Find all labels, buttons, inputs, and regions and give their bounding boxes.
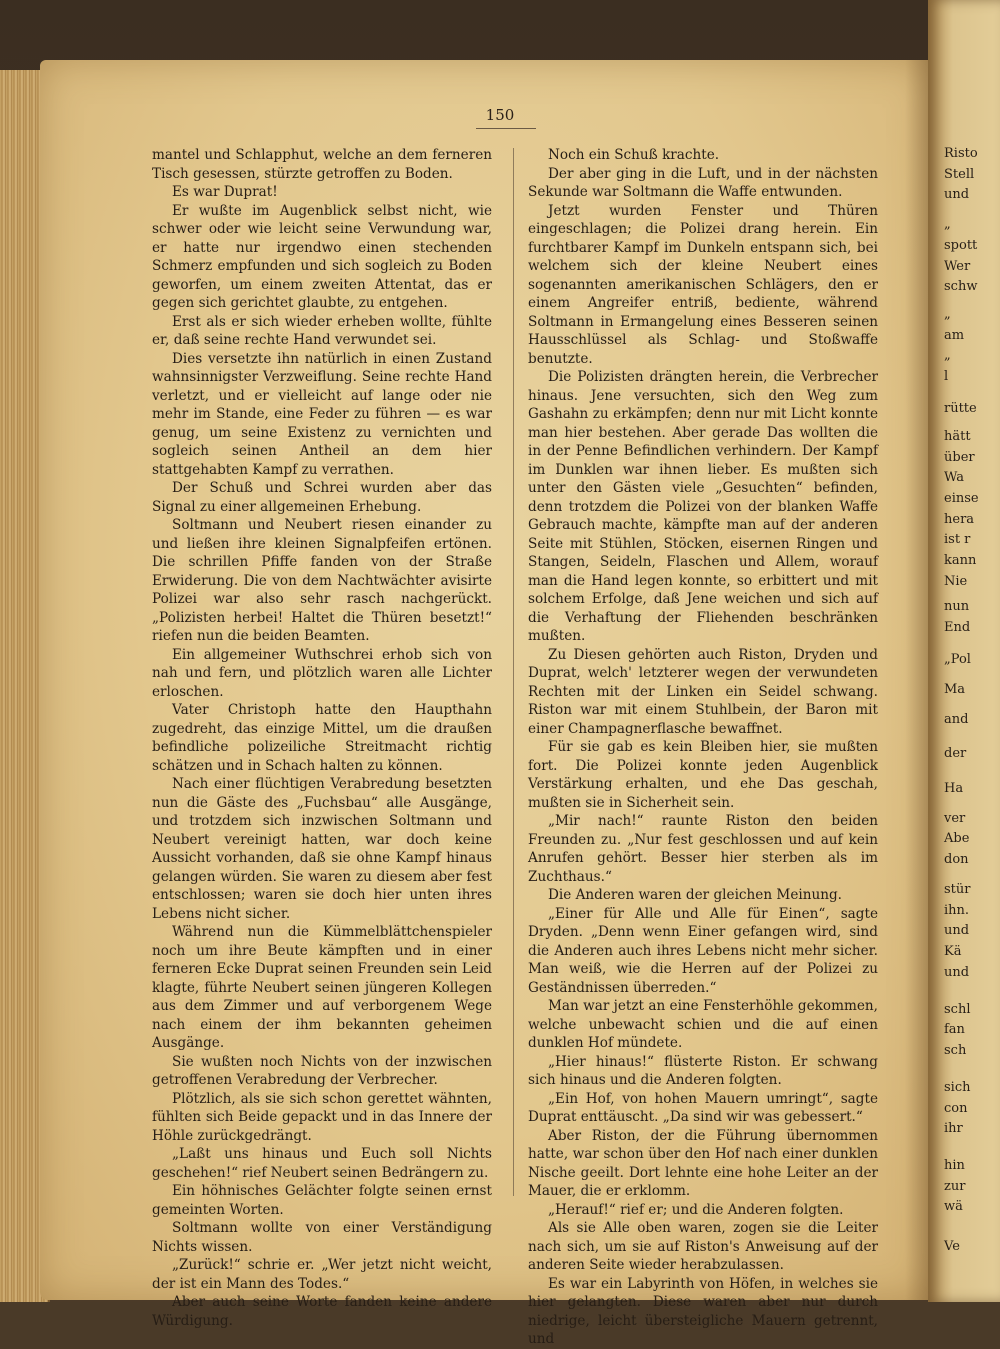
paragraph: Nach einer flüchtigen Verabredung besetzten nun die Gäste des „Fuchsbau“ alle Ausgänge, und trotzdem sich inzwischen Soltmann und Neubert vereinigt hatten, war doch keine Aussicht vorhanden, daß sie ohne Kampf hinaus gelangen würden. Sie waren zu diesem aber fest entschlossen; waren sie doch hier unten ihres Lebens nicht sicher. xyxy=(152,776,492,922)
margin-fragment: schw xyxy=(944,279,978,295)
margin-fragment: Ma xyxy=(944,681,966,697)
paragraph: Vater Christoph hatte den Haupthahn zugedreht, das einzige Mittel, um die draußen befindliche polizeiliche Streitmacht richtig schätzen und in Schach halten zu können. xyxy=(152,702,492,774)
margin-fragment: zur xyxy=(944,1178,966,1194)
margin-fragment: Stell xyxy=(944,166,975,182)
right-text-column xyxy=(528,146,878,1349)
margin-fragment: and xyxy=(944,711,969,727)
paragraph: Ein allgemeiner Wuthschrei erhob sich von nah und fern, und plötzlich waren alle Lichter erloschen. xyxy=(152,646,492,700)
paragraph: Soltmann und Neubert riesen einander zu und ließen ihre kleinen Signalpfeifen ertönen. Die schrillen Pfiffe fanden von der Straße Erwiderung. Die von dem Nachtwächter avisirte Polizei war also sehr rasch nachgerückt. „Polizisten herbei! Haltet die Thüren besetzt!“ riefen nun die beiden Beamten. xyxy=(152,517,492,644)
paragraph: Aber auch seine Worte fanden keine andere Würdigung. xyxy=(152,1294,492,1329)
margin-fragment: rütte xyxy=(944,401,977,417)
paragraph: Für sie gab es kein Bleiben hier, sie mußten fort. Die Polizei konnte jeden Augenblick Verstärkung erhalten, und ehe Das geschah, mußten sie in Sicherheit sein. xyxy=(528,739,878,811)
margin-fragment: und xyxy=(944,964,970,980)
margin-fragment: l xyxy=(944,369,949,385)
margin-fragment: ihr xyxy=(944,1121,963,1137)
paragraph: Zu Diesen gehörten auch Riston, Dryden und Duprat, welch' letzterer wegen der verwundeten Rechten mit der Linken ein Seidel schwang. Riston war mit einem Stuhlbein, der Baron mit einer Champagnerflasche bewaffnet. xyxy=(528,646,878,737)
margin-fragment: nun xyxy=(944,599,970,615)
margin-fragment: hera xyxy=(944,511,975,527)
paragraph: Die Anderen waren der gleichen Meinung. xyxy=(548,887,843,903)
paragraph: Der Schuß und Schrei wurden aber das Signal zu einer allgemeinen Erhebung. xyxy=(152,480,492,515)
margin-fragment: Wer xyxy=(944,258,971,274)
margin-fragment: wä xyxy=(944,1199,963,1215)
paragraph: Er wußte im Augenblick selbst nicht, wie schwer oder wie leicht seine Verwundung war, er hatte nur irgendwo einen stechenden Schmerz empfunden und sich sogleich zu Boden geworfen, um einem zweiten Attentat, das er gegen sich gerichtet glaubte, zu entgehen. xyxy=(152,202,492,311)
margin-fragment: kann xyxy=(944,553,977,569)
margin-fragment: und xyxy=(944,923,970,939)
header-rule xyxy=(476,128,536,129)
paragraph: „Zurück!“ schrie er. „Wer jetzt nicht weicht, der ist ein Mann des Todes.“ xyxy=(152,1257,492,1292)
paragraph: Es war Duprat! xyxy=(172,184,278,200)
column-divider xyxy=(513,148,514,1196)
margin-fragment: sich xyxy=(944,1079,971,1095)
margin-fragment: „ xyxy=(944,217,951,233)
margin-fragment: spott xyxy=(944,238,978,253)
paragraph: Man war jetzt an eine Fensterhöhle gekommen, welche unbewacht schien und die auf einen dunklen Hof mündete. xyxy=(528,998,878,1051)
margin-fragment: Abe xyxy=(944,831,970,847)
paragraph: Soltmann wollte von einer Verständigung Nichts wissen. xyxy=(152,1220,492,1255)
margin-fragment: Ha xyxy=(944,780,964,796)
paragraph: „Herauf!“ rief er; und die Anderen folgten. xyxy=(548,1201,844,1218)
paragraph: mantel und Schlapphut, welche an dem ferneren Tisch gesessen, stürzte getroffen zu Boden. xyxy=(152,147,492,182)
paragraph: Noch ein Schuß krachte. xyxy=(548,147,720,163)
left-text-column xyxy=(152,146,492,1330)
paragraph: Während nun die Kümmelblättchenspieler noch um ihre Beute kämpften und in einer ferneren Ecke Duprat seinen Freunden sein Leid klagte, führte Neubert seinen jüngeren Kollegen aus dem Zimmer und auf verborgenem Wege nach einem der ihm bekannten geheimen Ausgänge. xyxy=(152,924,492,1051)
margin-fragment: Nie xyxy=(944,573,968,589)
page-number: 150 xyxy=(485,106,515,124)
margin-fragment: don xyxy=(944,852,969,868)
margin-fragment: hätt xyxy=(944,428,971,444)
paragraph: Erst als er sich wieder erheben wollte, fühlte er, daß seine rechte Hand verwundet sei. xyxy=(152,313,492,348)
margin-fragment: End xyxy=(944,619,971,635)
margin-fragment: der xyxy=(944,746,967,762)
margin-fragment: con xyxy=(944,1100,968,1116)
margin-fragment: stür xyxy=(944,882,971,897)
margin-fragment: Kä xyxy=(944,944,962,960)
paragraph: Plötzlich, als sie sich schon gerettet wähnten, fühlten sich Beide gepackt und in das Innere der Höhle zurückgedrängt. xyxy=(152,1090,492,1144)
paragraph: „Laßt uns hinaus und Euch soll Nichts geschehen!“ rief Neubert seinen Bedrängern zu. xyxy=(152,1146,492,1181)
margin-fragment: sch xyxy=(944,1043,967,1058)
margin-fragment: ist r xyxy=(944,532,971,548)
margin-fragment: hin xyxy=(944,1158,965,1173)
margin-fragment: und xyxy=(944,187,970,203)
paragraph: Als sie Alle oben waren, zogen sie die Leiter nach sich, um sie auf Riston's Anweisung auf der anderen Seite wieder herabzulassen. xyxy=(528,1220,878,1273)
paragraph: Die Polizisten drängten herein, die Verbrecher hinaus. Jene versuchten, sich den Weg zum Gashahn zu erkämpfen; denn nur mit Licht konnte man hier bestehen. Aber gerade Das wollten die in der Penne Befindlichen verhindern. Der Kampf im Dunklen war ihnen lieber. Es mußten sich unter den Gästen viele „Gesuchten“ befinden, denn trotzdem die Polizei von der blanken Waffe Gebrauch machte, kämpfte man auf der anderen Seite mit Stühlen, Stöcken, eisernen Ringen und Stangen, Seideln, Flaschen und Allem, worauf man die Hand legen konnte, so erbittert und mit solchem Erfolge, daß Jene weichen und sich auf die Verhaftung der Fliehenden beschränken mußten. xyxy=(528,369,878,644)
margin-fragment: Ve xyxy=(944,1238,960,1254)
margin-fragment: „ xyxy=(944,307,951,322)
margin-fragment: ihn. xyxy=(944,902,970,918)
paragraph: „Einer für Alle und Alle für Einen“, sagte Dryden. „Denn wenn Einer gefangen wird, sind die Anderen auch ihres Lebens nicht mehr sicher. Man weiß, wie die Herren auf der Polizei zu Geständnissen überreden.“ xyxy=(528,905,878,996)
margin-fragment: Wa xyxy=(944,470,964,486)
paragraph: „Ein Hof, von hohen Mauern umringt“, sagte Duprat enttäuscht. „Da sind wir was gebessert.“ xyxy=(528,1090,878,1125)
paragraph: Dies versetzte ihn natürlich in einen Zustand wahnsinnigster Verzweiflung. Seine rechte Hand verletzt, und er vielleicht auf lange oder nie mehr im Stande, eine Feder zu führen — es war genug, um seine Existenz zu vernichten und sogleich seinen Antheil an dem hier stattgehabten Kampf zu verrathen. xyxy=(152,350,492,478)
paragraph: „Mir nach!“ raunte Riston den beiden Freunden zu. „Nur fest geschlossen und auf kein Anrufen gehört. Besser hier sterben als im Zuchthaus.“ xyxy=(528,813,878,885)
margin-fragment: am xyxy=(944,327,965,343)
paragraph: Es war ein Labyrinth von Höfen, in welches sie hier gelangten. Diese waren aber nur durch niedrige, leicht übersteigliche Mauern getrennt, und xyxy=(528,1275,878,1347)
margin-fragment: „Pol xyxy=(944,652,971,667)
margin-fragment: fan xyxy=(944,1022,965,1038)
paragraph: „Hier hinaus!“ flüsterte Riston. Er schwang sich hinaus und die Anderen folgten. xyxy=(528,1053,878,1088)
margin-fragment: schl xyxy=(944,1001,971,1017)
paragraph: Jetzt wurden Fenster und Thüren eingeschlagen; die Polizei drang herein. Ein furchtbarer Kampf im Dunkeln entspann sich, bei welchem sich der kleine Neubert eines sogenannten amerikanischen Schlägers, den er einem Angreifer entriß, bediente, während Soltmann in Ermangelung eines Besseren seinen Hausschlüssel als Schlag- und Stoßwaffe benutzte. xyxy=(528,202,878,367)
paragraph: Aber Riston, der die Führung übernommen hatte, war schon über den Hof nach einer dunklen Nische geeilt. Dort lehnte eine hohe Leiter an der Mauer, die er erklomm. xyxy=(528,1127,878,1199)
paragraph: Der aber ging in die Luft, und in der nächsten Sekunde war Soltmann die Waffe entwunden. xyxy=(528,165,878,200)
paragraph: Sie wußten noch Nichts von der inzwischen getroffenen Verabredung der Verbrecher. xyxy=(152,1053,492,1088)
margin-fragment: über xyxy=(944,449,975,465)
margin-fragment: einse xyxy=(944,491,979,506)
margin-fragment: ver xyxy=(944,810,966,826)
paragraph: Ein höhnisches Gelächter folgte seinen ernst gemeinten Worten. xyxy=(152,1183,492,1218)
margin-fragment: „ xyxy=(944,348,951,364)
margin-fragment: Risto xyxy=(944,146,978,161)
